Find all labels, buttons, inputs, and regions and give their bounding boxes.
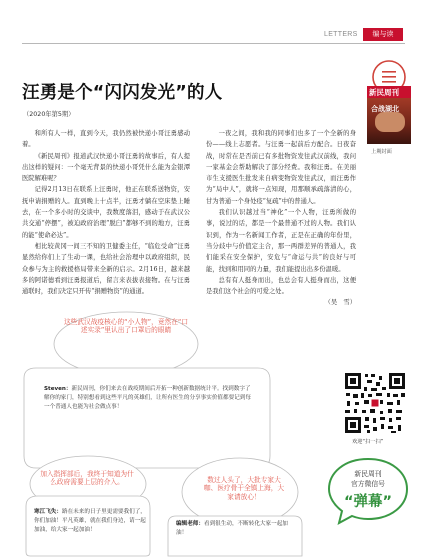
dialog-steven-text: 新民周刊，你们来去在战疫期间后开拓一种创新数据统计平。找到数字了解你的家门，特别想看到这些平凡的英雄们，让所有医生的分享事实价值都要记到每一个普通人也能为社会做点事！ — [44, 386, 251, 410]
dialog-steven-name: Steven： — [44, 386, 72, 392]
dialog-yaojia-name: 寒江飞失： — [34, 509, 62, 515]
wechat-account-name — [337, 470, 399, 489]
article-column-1 — [22, 128, 190, 297]
wechat-line1: 新民周刊 — [354, 470, 382, 478]
bubble-bottom: 加入指挥部后，我终于知道为什么政府需要上层的介入。 — [40, 470, 134, 487]
qr-code[interactable] — [343, 371, 407, 435]
qr-caption: 欢迎“扫一扫” — [352, 439, 384, 445]
cover-brand: 新民周刊 — [369, 88, 399, 97]
paragraph: 《新民周刊》报道武汉快递小哥汪勇的故事后，有人提出这样的疑问：一个毫无背景的快递小哥凭什么能为金银潭医院解难呢？ — [22, 152, 190, 183]
dialog-yaojia — [34, 508, 146, 535]
dialog-editor — [176, 520, 298, 538]
dialog-yaojia-text: 路在未来的日子里更需要我们了，你们加油！平凡英雄，就在我们身边，请一起加油，给大家一起加油！ — [34, 509, 146, 533]
article-issue: （2020年第5期） — [23, 111, 75, 118]
wechat-line2: 官方微信号 — [351, 479, 385, 488]
header-rule — [22, 43, 405, 44]
cover-caption: 上期封面 — [371, 149, 392, 155]
article-title: 汪勇是个“闪闪发光”的人 — [22, 83, 223, 103]
wechat-handle: “弹幕” — [343, 494, 393, 510]
dialog-steven — [44, 385, 256, 412]
section-tab: 编与读 — [363, 28, 403, 41]
paragraph: 一夜之间，我和我的同事们也多了一个全新的身份——线上志愿者。与汪勇一起前后方配合。日夜奋战，时常在是否前已有多批物资发往武汉前线，我问一家基金会帮助解决了部分经费。我和汪勇。在美丽市生支援医生批发来自病变物资发往武汉，而汪勇作为“局中人”，就将一点知现，用那顺承疏落清的心，甘为普通一个身处疫“复疏”中的普通人。 — [206, 130, 356, 205]
paragraph: 记得2月13日在联系上汪勇时，他正在联系送物资，安抚申请捐赠的人。直到晚上十点半，汪勇才躺在空床垫上睡去，在一个多小时的交谈中，我数度落泪，感动于在武汉公共交通“停摆”，被迫政府治理“脱臼”都够不到的地方，汪勇的能“使命必达”。 — [22, 186, 190, 239]
cover-headline: 合战湖北 — [371, 105, 399, 113]
header-letters-label: LETTERS — [324, 31, 358, 38]
article-author: （吴 雪） — [324, 299, 356, 307]
paragraph: 相比较黄冈一间三不知的卫健委主任，“临危受命”汪勇显然给你们上了生动一课，也给社会治理中以政府组织，民众参与为主的救援格局带来全新的启示。2月16日，越来越多的阿诺德看到汪勇报道后，留言来表拔表接物。在与汪勇通联时，我们决定只开传“捐赠物资”的通道。 — [22, 242, 190, 296]
bubble-top: 这些武汉战疫核心的“小人物”，竟然在“口述实录”里认出了口罩后的眼睛 — [63, 318, 189, 335]
bubble-middle: 数过人头了，大批专家大咖、医疗骨干全镇上海，大家请放心！ — [203, 476, 285, 501]
paragraph: 总有有人挺身而出，也总会有人挺身而出，这便是我们这个社会的可爱之处。 — [206, 276, 356, 296]
article-column-2 — [206, 128, 356, 309]
paragraph: 和所有人一样，直到今天，我仍然被快递小哥汪勇感动着。 — [22, 130, 190, 149]
paragraph: 我们认识越过当“神化”一个人物，汪勇所做的事，说过的话，都是一个最普通不过的人物。我们认识到，作为一名新闻工作者，正是在正确的年份里，当分歧中与价值定主合，那一两群差异的普通人，我们能采在安全保护，安危与“命运与共”的良好与可能，找到和用同的力量，我们能提出出多份温暖。 — [206, 209, 356, 273]
magazine-cover — [367, 86, 411, 144]
dialog-editor-name: 编辑老师： — [176, 521, 204, 527]
dialog-editor-text: 看到很生动，不断转化大家一起加油！ — [176, 521, 288, 536]
